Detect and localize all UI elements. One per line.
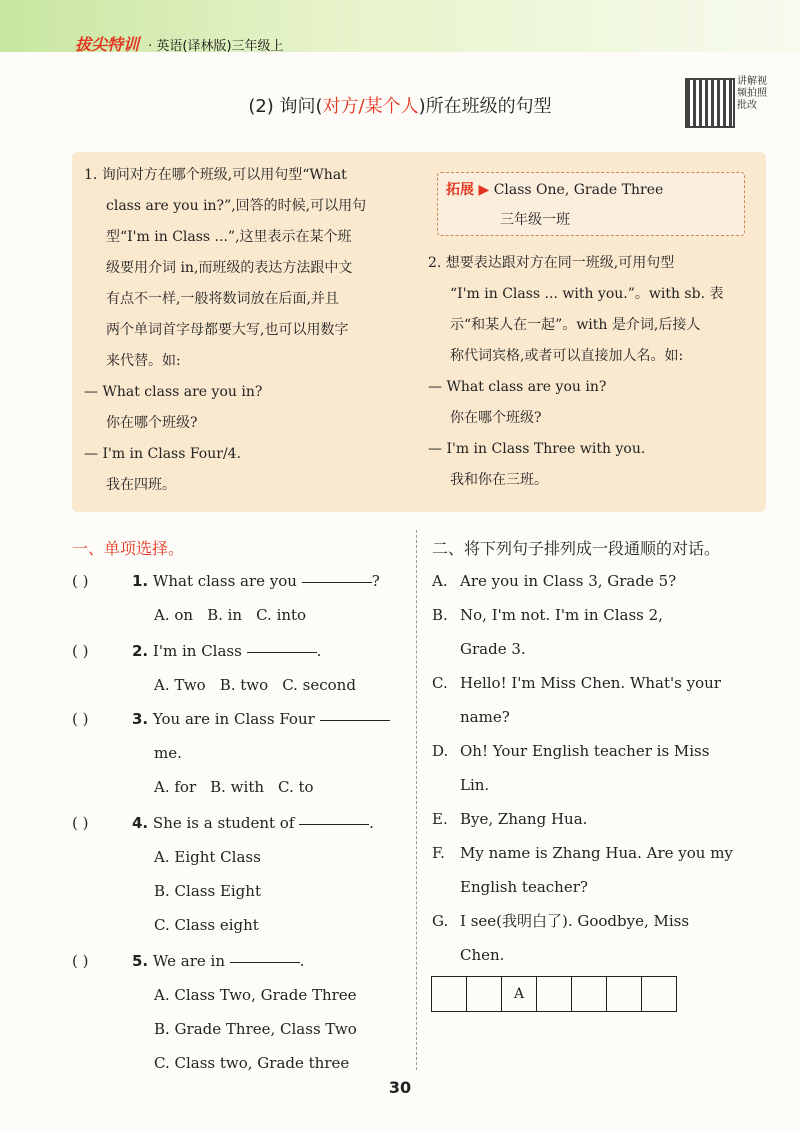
question-continuation: me. [154, 744, 182, 762]
dialogue-line [432, 564, 772, 598]
dialogue-sentence [432, 734, 772, 802]
answer-paren[interactable]: ( ) [72, 952, 89, 970]
sentence-letter: E. [432, 810, 448, 828]
dialogue-sentence [432, 564, 772, 598]
dialogue-line [432, 666, 772, 700]
question-stem-line [72, 564, 412, 598]
option[interactable]: C. Class two, Grade three [154, 1054, 350, 1072]
sentence-text: My name is Zhang Hua. Are you my [460, 844, 733, 862]
sentence-letter: B. [432, 606, 448, 624]
extension-line1 [446, 179, 663, 199]
question-stem-line [72, 944, 412, 978]
question-stem-line [72, 702, 412, 736]
explain-line: 我在四班。 [106, 477, 176, 493]
question-stem: You are in Class Four [152, 710, 315, 728]
brand-subtitle: · 英语(译林版)三年级上 [148, 39, 284, 54]
option[interactable]: A. for [154, 778, 197, 796]
explain-line: — What class are you in? [428, 379, 607, 395]
option[interactable]: B. Class Eight [154, 882, 261, 900]
option[interactable]: A. Two [154, 676, 206, 694]
answer-paren[interactable]: ( ) [72, 572, 89, 590]
extension-line2: 三年级一班 [500, 212, 570, 228]
option[interactable]: B. with [210, 778, 265, 796]
answer-blank[interactable] [230, 961, 300, 963]
answer-blank[interactable] [247, 651, 317, 653]
question-stem: We are in [152, 952, 225, 970]
question-stem-line [72, 806, 412, 840]
dialogue-sentence [432, 904, 772, 972]
option[interactable]: C. into [256, 606, 307, 624]
section1-heading: 一、单项选择。 [72, 539, 185, 558]
question-item [72, 702, 412, 804]
question-number: 4. [132, 814, 149, 832]
explain-line: — What class are you in? [84, 384, 263, 400]
dialogue-line [432, 598, 772, 632]
question-item [72, 634, 412, 702]
dialogue-line [432, 904, 772, 938]
explain-line: — I'm in Class Three with you. [428, 441, 646, 457]
answer-cell[interactable] [431, 976, 467, 1012]
option[interactable]: B. in [207, 606, 243, 624]
sentence-text: Bye, Zhang Hua. [460, 810, 588, 828]
answer-cell[interactable] [571, 976, 607, 1012]
dialogue-line [432, 836, 772, 870]
sentence-text: Are you in Class 3, Grade 5? [460, 572, 677, 590]
explain-line: 称代词宾格,或者可以直接加人名。如: [450, 348, 684, 364]
explain-line: 2. 想要表达跟对方在同一班级,可用句型 [428, 255, 675, 271]
dialogue-sentence [432, 802, 772, 836]
explanation-right [428, 248, 763, 496]
sentence-continuation: Chen. [460, 946, 505, 964]
explain-line: 示“和某人在一起”。with 是介词,后接人 [450, 317, 701, 333]
dialogue-sentence [432, 666, 772, 734]
question-stem: What class are you [152, 572, 297, 590]
answer-cell[interactable] [606, 976, 642, 1012]
sentence-letter: A. [432, 572, 448, 590]
explain-line: 来代替。如: [106, 353, 181, 369]
answer-paren[interactable]: ( ) [72, 814, 89, 832]
question-number: 1. [132, 572, 149, 590]
title-suffix: )所在班级的句型 [418, 96, 552, 117]
sentence-text: Hello! I'm Miss Chen. What's your [460, 674, 721, 692]
answer-paren[interactable]: ( ) [72, 710, 89, 728]
answer-grid [432, 976, 677, 1012]
sentence-continuation: English teacher? [460, 878, 588, 896]
sentence-letter: G. [432, 912, 449, 930]
answer-cell[interactable]: A [501, 976, 537, 1012]
question-tail: . [369, 814, 374, 832]
extension-text: Class One, Grade Three [493, 182, 664, 198]
question-item [72, 564, 412, 632]
answer-blank[interactable] [302, 581, 372, 583]
section2-heading: 二、将下列句子排列成一段通顺的对话。 [432, 539, 721, 558]
brand-name: 拔尖特训 [75, 35, 140, 54]
answer-cell[interactable] [466, 976, 502, 1012]
answer-blank[interactable] [299, 823, 369, 825]
sentence-text: No, I'm not. I'm in Class 2, [460, 606, 663, 624]
question-item [72, 944, 412, 1080]
question-stem: I'm in Class [152, 642, 242, 660]
question-number: 5. [132, 952, 149, 970]
dialogue-sentence [432, 836, 772, 904]
question-options [72, 668, 412, 702]
extension-tag: 拓展 [446, 182, 474, 198]
dialogue-line [432, 734, 772, 768]
explain-line: 我和你在三班。 [450, 472, 548, 488]
question-options [72, 598, 412, 632]
extension-box [437, 172, 745, 236]
question-number: 2. [132, 642, 149, 660]
qr-code-icon[interactable] [685, 78, 735, 128]
question-number: 3. [132, 710, 149, 728]
option[interactable]: A. Eight Class [154, 848, 261, 866]
page-number: 30 [388, 1078, 412, 1097]
question-stem: She is a student of [152, 814, 295, 832]
option[interactable]: B. two [219, 676, 269, 694]
option[interactable]: B. Grade Three, Class Two [154, 1020, 357, 1038]
title-highlight: 对方/某个人 [322, 96, 419, 117]
explain-line: class are you in?”,回答的时候,可以用句 [106, 198, 367, 214]
option[interactable]: C. second [282, 676, 356, 694]
option[interactable]: C. to [278, 778, 314, 796]
explain-line: 有点不一样,一般将数词放在后面,并且 [106, 291, 339, 307]
answer-cell[interactable] [641, 976, 677, 1012]
explanation-left [84, 160, 414, 501]
sentence-letter: D. [432, 742, 449, 760]
question-tail: ? [371, 572, 380, 590]
explain-line: 两个单词首字母都要大写,也可以用数字 [106, 322, 349, 338]
title-prefix: (2) 询问( [248, 96, 323, 117]
explain-line: 你在哪个班级? [106, 415, 198, 431]
sentence-text: Oh! Your English teacher is Miss [460, 742, 710, 760]
sentence-letter: F. [432, 844, 445, 862]
sentence-letter: C. [432, 674, 448, 692]
explain-line: 级要用介词 in,而班级的表达方法跟中文 [106, 260, 353, 276]
question-stem-line [72, 634, 412, 668]
explain-line: 型“I'm in Class ...”,这里表示在某个班 [106, 229, 352, 245]
explain-line: 1. 询问对方在哪个班级,可以用句型“What [84, 167, 347, 183]
question-tail: . [316, 642, 322, 660]
answer-blank[interactable] [320, 719, 390, 721]
option[interactable]: C. Class eight [154, 916, 259, 934]
column-divider [416, 530, 417, 1070]
explain-line: “I'm in Class ... with you.”。with sb. 表 [450, 286, 724, 302]
sentence-text: I see(我明白了). Goodbye, Miss [460, 912, 690, 930]
option[interactable]: A. Class Two, Grade Three [154, 986, 357, 1004]
explain-line: 你在哪个班级? [450, 410, 542, 426]
page-title [0, 92, 800, 118]
sentence-continuation: Grade 3. [460, 640, 526, 658]
qr-label: 讲解视频拍照批改 [737, 76, 767, 111]
arrow-icon: ▶ [478, 182, 490, 198]
explain-line: — I'm in Class Four/4. [84, 446, 242, 462]
question-tail: . [299, 952, 305, 970]
question-item [72, 806, 412, 942]
question-options [72, 770, 412, 804]
answer-cell[interactable] [536, 976, 572, 1012]
option[interactable]: A. on [154, 606, 194, 624]
dialogue-line [432, 802, 772, 836]
header-brand [75, 32, 284, 55]
dialogue-sentence [432, 598, 772, 666]
sentence-continuation: Lin. [460, 776, 490, 794]
sentence-continuation: name? [460, 708, 510, 726]
answer-paren[interactable]: ( ) [72, 642, 89, 660]
